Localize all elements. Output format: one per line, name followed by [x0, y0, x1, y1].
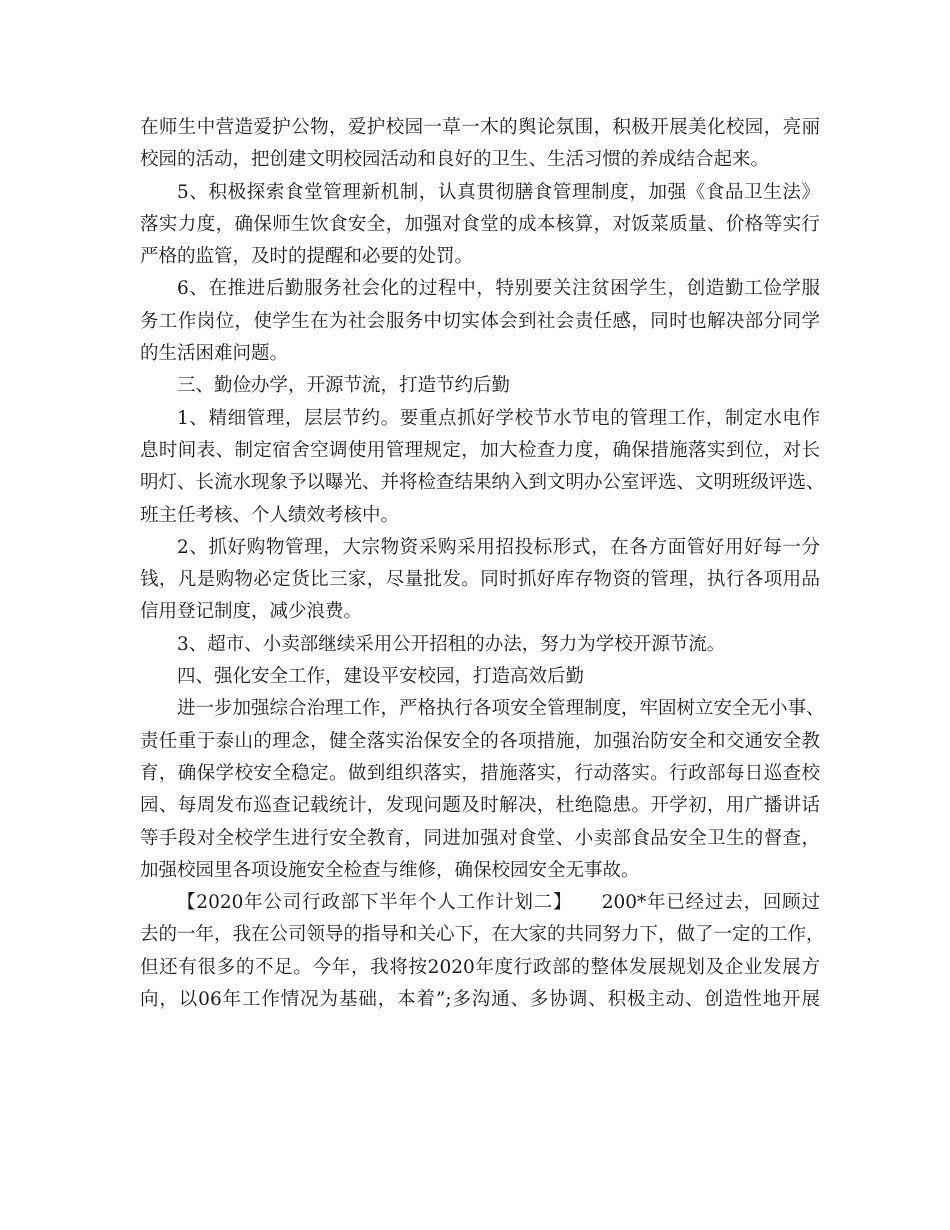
text-line: 但还有很多的不足。今年，我将按2020年度行政部的整体发展规划及企业发展方 [140, 956, 820, 978]
text-line: 向，以06年工作情况为基础，本着”;多沟通、多协调、积极主动、创造性地开展 [140, 989, 820, 1011]
text-line: 钱，凡是购物必定货比三家，尽量批发。同时抓好库存物资的管理，执行各项用品 [140, 569, 820, 591]
text-line: 1、精细管理，层层节约。要重点抓好学校节水节电的管理工作，制定水电作 [177, 407, 820, 429]
text-line: 明灯、长流水现象予以曝光、并将检查结果纳入到文明办公室评选、文明班级评选、 [140, 472, 825, 494]
text-line: 3、超市、小卖部继续采用公开招租的办法，努力为学校开源节流。 [177, 633, 726, 655]
text-line: 信用登记制度，减少浪费。 [140, 601, 363, 623]
text-line: 三、勤俭办学，开源节流，打造节约后勤 [177, 375, 511, 397]
text-line: 四、强化安全工作，建设平安校园，打造高效后勤 [177, 666, 585, 688]
text-line: 2、抓好购物管理，大宗物资采购采用招投标形式，在各方面管好用好每一分 [177, 536, 820, 558]
text-line: 落实力度，确保师生饮食安全，加强对食堂的成本核算，对饭菜质量、价格等实行 [140, 213, 820, 235]
text-line: 班主任考核、个人绩效考核中。 [140, 504, 400, 526]
text-line: 加强校园里各项设施安全检查与维修，确保校园安全无事故。 [140, 859, 640, 881]
text-line: 进一步加强综合治理工作，严格执行各项安全管理制度，牢固树立安全无小事、 [177, 698, 825, 720]
text-line: 息时间表、制定宿舍空调使用管理规定，加大检查力度，确保措施落实到位，对长 [140, 439, 820, 461]
document-body [140, 112, 825, 1016]
text-line: 等手段对全校学生进行安全教育，同进加强对食堂、小卖部食品安全卫生的督查， [140, 827, 820, 849]
text-line: 的生活困难问题。 [140, 343, 289, 365]
text-line: 务工作岗位，使学生在为社会服务中切实体会到社会责任感，同时也解决部分同学 [140, 310, 820, 332]
text-line: 【2020年公司行政部下半年个人工作计划二】 200*年已经过去，回顾过 [177, 892, 820, 914]
text-line: 在师生中营造爱护公物，爱护校园一草一木的舆论氛围，积极开展美化校园，亮丽 [140, 117, 820, 138]
text-line: 严格的监管，及时的提醒和必要的处罚。 [140, 246, 474, 268]
text-line: 园、每周发布巡查记载统计，发现问题及时解决，杜绝隐患。开学初，用广播讲话 [140, 795, 820, 817]
text-line: 责任重于泰山的理念，健全落实治保安全的各项措施，加强治防安全和交通安全教 [140, 730, 820, 752]
text-line: 5、积极探索食堂管理新机制，认真贯彻膳食管理制度，加强《食品卫生法》 [177, 181, 820, 203]
text-line: 6、在推进后勤服务社会化的过程中，特别要关注贫困学生，创造勤工俭学服 [177, 278, 820, 300]
text-line: 校园的活动，把创建文明校园活动和良好的卫生、生活习惯的养成结合起来。 [140, 149, 770, 171]
text-line: 去的一年，我在公司领导的指导和关心下，在大家的共同努力下，做了一定的工作， [140, 924, 825, 946]
text-line: 育，确保学校安全稳定。做到组织落实，措施落实，行动落实。行政部每日巡查校 [140, 762, 820, 784]
